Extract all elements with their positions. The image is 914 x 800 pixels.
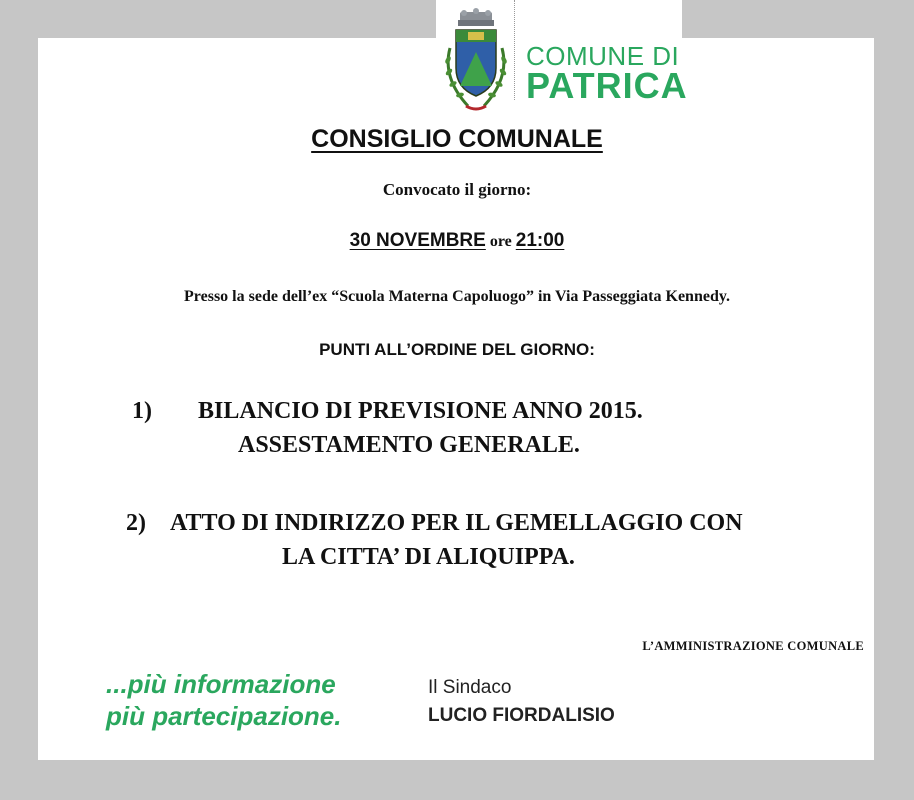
administration-signature: L’AMMINISTRAZIONE COMUNALE	[642, 639, 864, 653]
slogan-line-1: ...più informazione	[106, 669, 336, 699]
notice-title-text: CONSIGLIO COMUNALE	[311, 125, 603, 153]
meeting-location: Presso la sede dell’ex “Scuola Materna Capoluogo” in Via Passeggiata Kennedy.	[184, 288, 730, 305]
agenda-item-1-line1: BILANCIO DI PREVISIONE ANNO 2015.	[198, 398, 643, 424]
time-prefix: ore	[489, 233, 512, 250]
agenda-item-1-number: 1)	[132, 398, 152, 424]
meeting-date: 30 NOVEMBRE	[349, 230, 486, 251]
slogan	[106, 668, 342, 732]
notice-title	[0, 124, 914, 154]
logo-divider	[514, 0, 516, 100]
mayor-name: LUCIO FIORDALISIO	[428, 705, 615, 726]
agenda-item-2-number: 2)	[126, 510, 146, 536]
comune-label: COMUNE DI	[526, 41, 680, 71]
slogan-line-2: più partecipazione.	[106, 701, 342, 731]
convened-label: Convocato il giorno:	[382, 180, 532, 199]
town-name: PATRICA	[526, 65, 688, 106]
meeting-time: 21:00	[515, 230, 565, 251]
municipal-crest-icon	[438, 8, 514, 116]
meeting-datetime	[0, 230, 914, 252]
mayor-label: Il Sindaco	[428, 677, 512, 698]
agenda-item-2-line2: LA CITTA’ DI ALIQUIPPA.	[282, 544, 575, 570]
agenda-item-2-line1: ATTO DI INDIRIZZO PER IL GEMELLAGGIO CON	[170, 510, 743, 536]
agenda-item-1-line2: ASSESTAMENTO GENERALE.	[238, 432, 580, 458]
agenda-heading: PUNTI ALL’ORDINE DEL GIORNO:	[319, 340, 595, 359]
